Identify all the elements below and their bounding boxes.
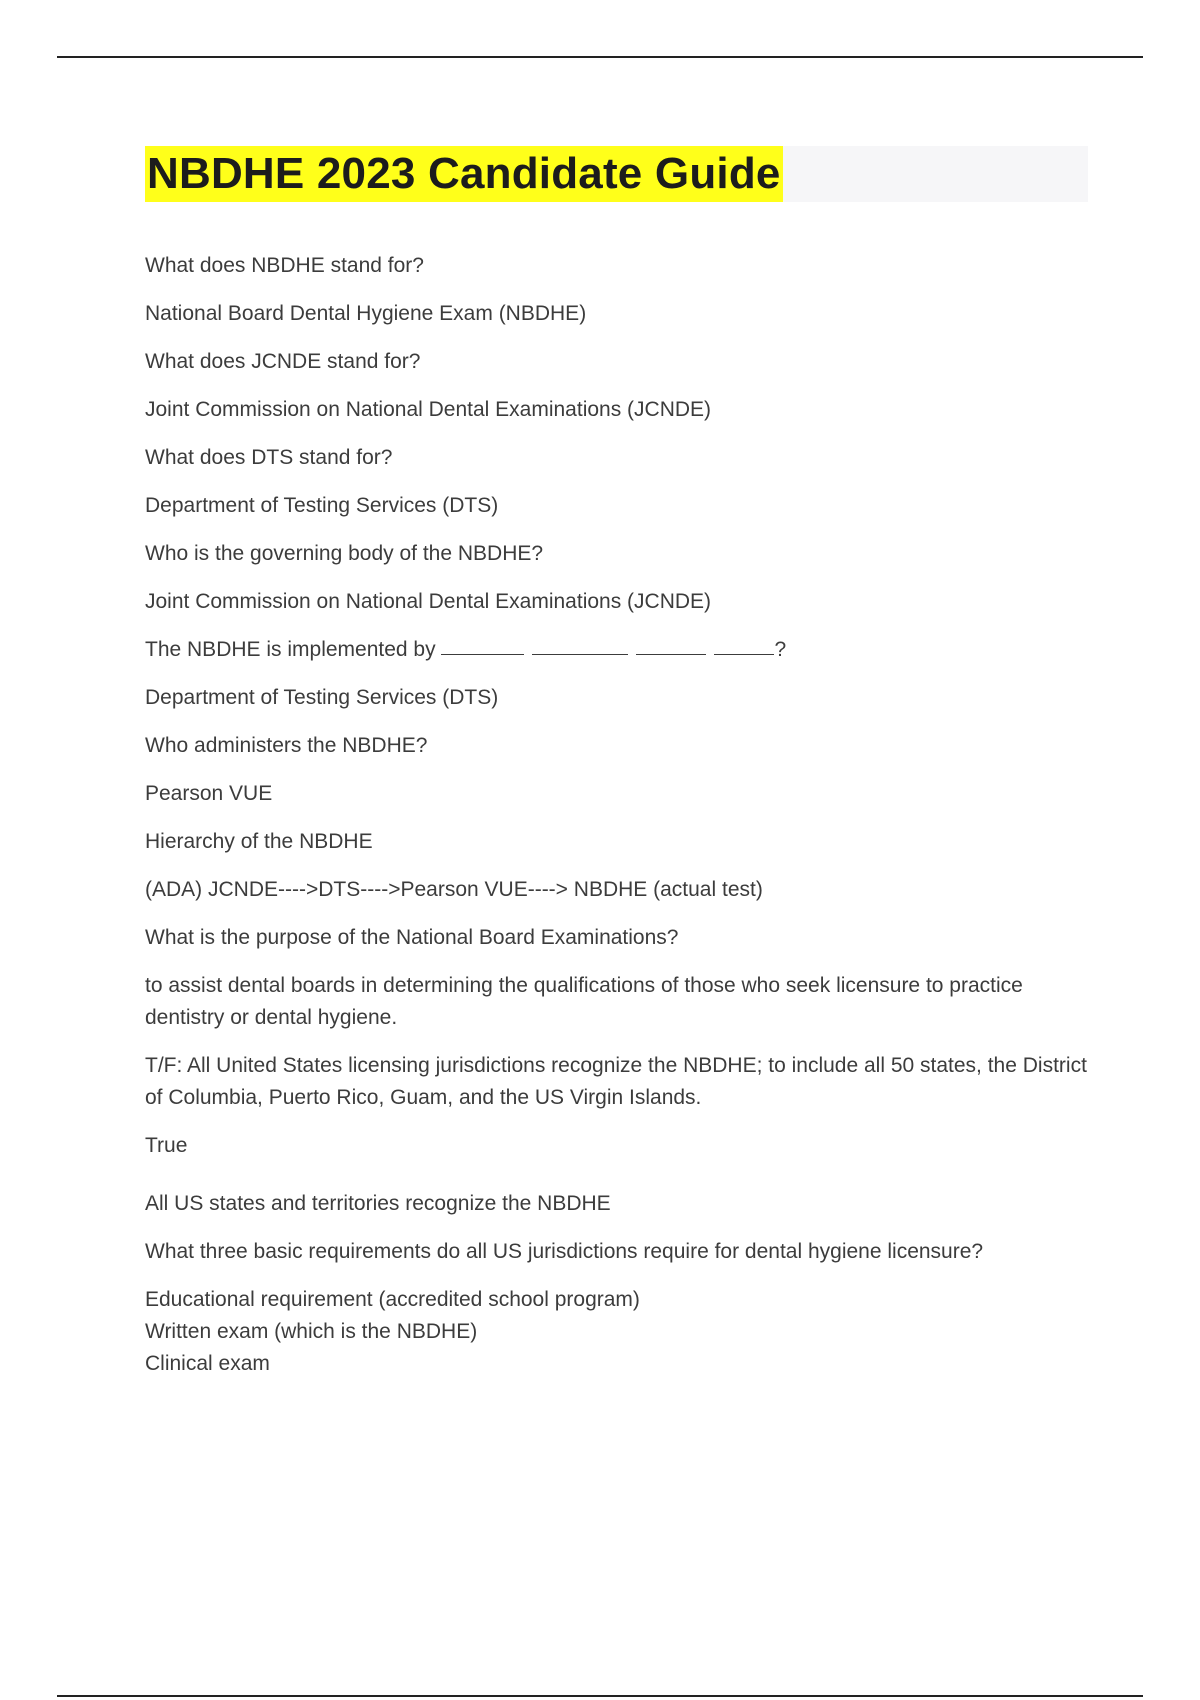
- answer-text: to assist dental boards in determining the qualifications of those who seek licensure to practice dentistry or dental hygiene.: [145, 974, 1023, 1029]
- question-text: Hierarchy of the NBDHE: [145, 830, 373, 853]
- answer-text: Pearson VUE: [145, 782, 273, 805]
- answer-text: (ADA) JCNDE---->DTS---->Pearson VUE----> NBDHE (actual test): [145, 878, 763, 901]
- answer-text: National Board Dental Hygiene Exam (NBDHE): [145, 302, 587, 325]
- fill-in-question-lead: The NBDHE is implemented by: [145, 638, 436, 661]
- answer-text: Department of Testing Services (DTS): [145, 494, 499, 517]
- question-text: T/F: All United States licensing jurisdictions recognize the NBDHE; to include all 50 states, the District of Columbia, Puerto Rico, Guam, and the US Virgin Islands.: [145, 1054, 1087, 1109]
- footer-rule: [57, 1695, 1143, 1697]
- answer-blank: [636, 653, 706, 655]
- fill-in-question: [145, 634, 1090, 666]
- answer-text: Joint Commission on National Dental Examinations (JCNDE): [145, 398, 712, 421]
- question-text: Who is the governing body of the NBDHE?: [145, 542, 544, 565]
- question-text: What three basic requirements do all US jurisdictions require for dental hygiene licensure?: [145, 1240, 984, 1263]
- answer-list: Educational requirement (accredited school program) Written exam (which is the NBDHE) Clinical exam: [145, 1288, 640, 1375]
- question-text: What does JCNDE stand for?: [145, 350, 421, 373]
- answer-text: Department of Testing Services (DTS): [145, 686, 499, 709]
- document-body: [145, 250, 1090, 1396]
- answer-blank: [714, 653, 774, 655]
- answer-blank: [441, 653, 524, 655]
- question-text: What does NBDHE stand for?: [145, 254, 424, 277]
- answer-text: Joint Commission on National Dental Examinations (JCNDE): [145, 590, 712, 613]
- question-text: What is the purpose of the National Board Examinations?: [145, 926, 679, 949]
- document-title: NBDHE 2023 Candidate Guide: [145, 146, 783, 202]
- fill-in-question-tail: ?: [774, 638, 787, 661]
- answer-text: True: [145, 1134, 188, 1157]
- question-text: Who administers the NBDHE?: [145, 734, 428, 757]
- answer-blank: [532, 653, 628, 655]
- question-text: What does DTS stand for?: [145, 446, 393, 469]
- answer-note: All US states and territories recognize the NBDHE: [145, 1192, 611, 1215]
- header-rule: [57, 56, 1143, 58]
